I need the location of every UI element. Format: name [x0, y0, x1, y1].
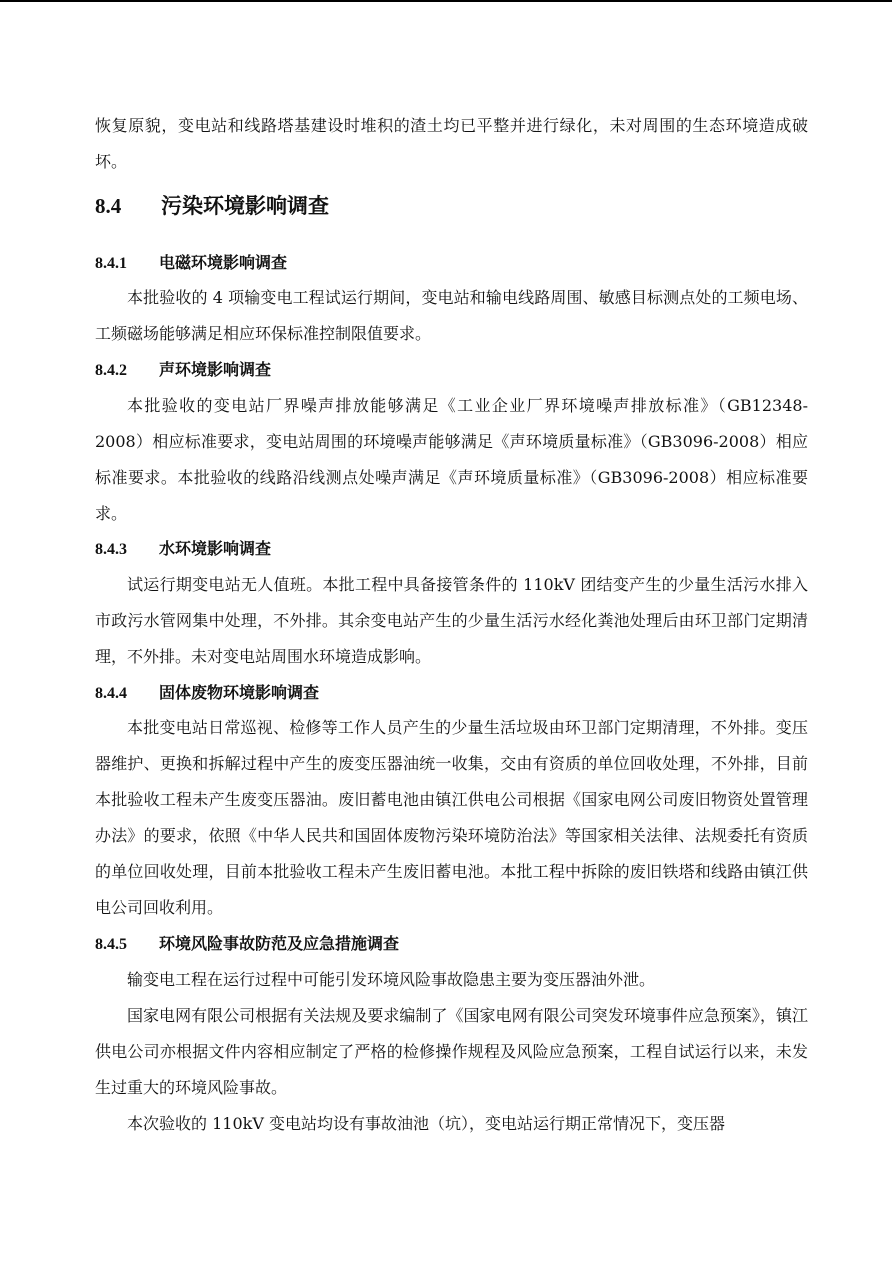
subsection-heading-8-4-2 [95, 358, 271, 383]
paragraph-water: 试运行期变电站无人值班。本批工程中具备接管条件的 110kV 团结变产生的少量生活污水排入市政污水管网集中处理，不外排。其余变电站产生的少量生活污水经化粪池处理后由环卫部门定期清理，不外排。未对变电站周围水环境造成影响。 [95, 575, 808, 666]
subsection-number: 8.4.4 [95, 685, 127, 702]
subsection-number: 8.4.3 [95, 541, 127, 558]
paragraph-acoustic: 本批验收的变电站厂界噪声排放能够满足《工业企业厂界环境噪声排放标准》（GB12348-2008）相应标准要求，变电站周围的环境噪声能够满足《声环境质量标准》（GB3096-2008）相应标准要求。本批验收的线路沿线测点处噪声满足《声环境质量标准》（GB3096-2008）相应标准要求。 [95, 396, 808, 523]
subsection-title: 水环境影响调查 [159, 539, 272, 558]
subsection-heading-8-4-3 [95, 537, 271, 562]
subsection-number: 8.4.2 [95, 362, 127, 379]
subsection-heading-8-4-4 [95, 681, 319, 706]
section-number: 8.4 [95, 194, 122, 218]
subsection-number: 8.4.5 [95, 936, 127, 953]
subsection-heading-8-4-5 [95, 932, 399, 957]
intro-paragraph: 恢复原貌，变电站和线路塔基建设时堆积的渣土均已平整并进行绿化，未对周围的生态环境造成破坏。 [95, 116, 808, 171]
subsection-title: 环境风险事故防范及应急措施调查 [159, 934, 400, 953]
paragraph-risk-3: 本次验收的 110kV 变电站均设有事故油池（坑），变电站运行期正常情况下，变压器 [127, 1114, 725, 1133]
section-title: 污染环境影响调查 [161, 193, 329, 218]
subsection-title: 固体废物环境影响调查 [159, 683, 320, 702]
subsection-title: 电磁环境影响调查 [159, 253, 288, 272]
subsection-number: 8.4.1 [95, 255, 127, 272]
paragraph-electromagnetic: 本批验收的 4 项输变电工程试运行期间，变电站和输电线路周围、敏感目标测点处的工频电场、工频磁场能够满足相应环保标准控制限值要求。 [95, 288, 808, 343]
paragraph-solid-waste: 本批变电站日常巡视、检修等工作人员产生的少量生活垃圾由环卫部门定期清理，不外排。变压器维护、更换和拆解过程中产生的废变压器油统一收集，交由有资质的单位回收处理，不外排，目前本批验收工程未产生废变压器油。废旧蓄电池由镇江供电公司根据《国家电网公司废旧物资处置管理办法》的要求，依照《中华人民共和国固体废物污染环境防治法》等国家相关法律、法规委托有资质的单位回收处理，目前本批验收工程未产生废旧蓄电池。本批工程中拆除的废旧铁塔和线路由镇江供电公司回收利用。 [95, 718, 808, 917]
paragraph-risk-2: 国家电网有限公司根据有关法规及要求编制了《国家电网有限公司突发环境事件应急预案》，镇江供电公司亦根据文件内容相应制定了严格的检修操作规程及风险应急预案，工程自试运行以来，未发生过重大的环境风险事故。 [95, 1006, 808, 1097]
subsection-heading-8-4-1 [95, 251, 287, 276]
subsection-title: 声环境影响调查 [159, 360, 272, 379]
section-heading-8-4 [95, 191, 329, 221]
paragraph-risk-1: 输变电工程在运行过程中可能引发环境风险事故隐患主要为变压器油外泄。 [127, 970, 656, 989]
